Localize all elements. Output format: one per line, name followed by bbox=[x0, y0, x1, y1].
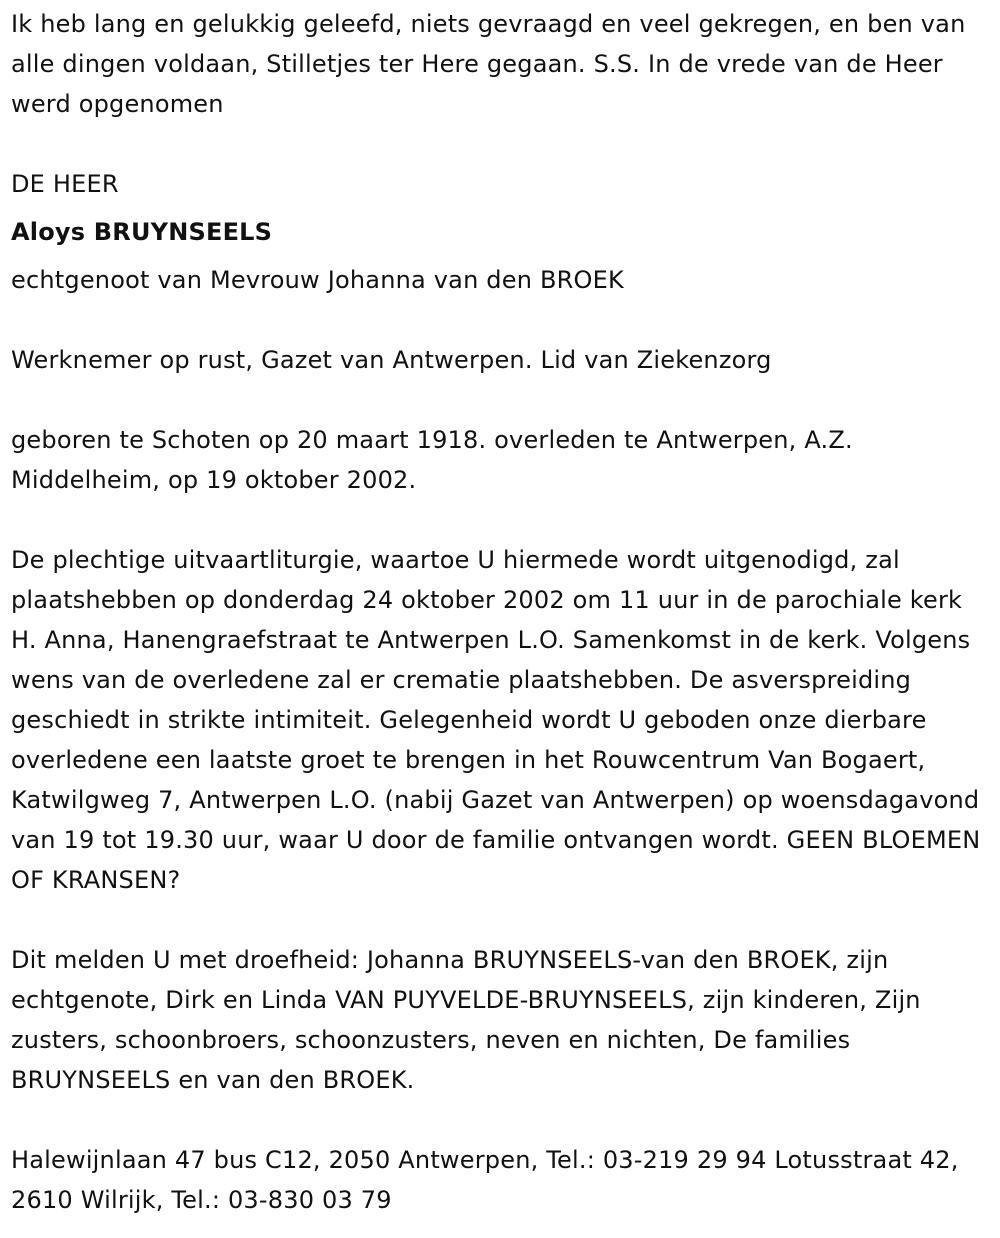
honorific: DE HEER bbox=[11, 170, 119, 198]
spacer bbox=[11, 500, 991, 540]
spacer bbox=[11, 380, 991, 420]
spacer bbox=[11, 1100, 991, 1140]
obituary-notice bbox=[11, 4, 991, 1220]
addresses-paragraph: Halewijnlaan 47 bus C12, 2050 Antwerpen, Tel.: 03-219 29 94 Lotusstraat 42, 2610 Wilrijk, Tel.: 03-830 03 79 bbox=[11, 1146, 959, 1214]
spacer bbox=[11, 124, 991, 164]
family-paragraph: Dit melden U met droefheid: Johanna BRUYNSEELS-van den BROEK, zijn echtgenote, Dirk en Linda VAN PUYVELDE-BRUYNSEELS, zijn kinderen, Zijn zusters, schoonbroers, schoonzusters, neven en nichten, De families BRUYNSEELS en van den BROEK. bbox=[11, 946, 921, 1094]
ceremony-paragraph: De plechtige uitvaartliturgie, waartoe U hiermede wordt uitgenodigd, zal plaatshebben op donderdag 24 oktober 2002 om 11 uur in de parochiale kerk H. Anna, Hanengraefstraat te Antwerpen L.O. Samenkomst in de kerk. Volgens wens van de overledene zal er crematie plaatshebben. De asverspreiding geschiedt in strikte intimiteit. Gelegenheid wordt U geboden onze dierbare overledene een laatste groet te brengen in het Rouwcentrum Van Bogaert, Katwilgweg 7, Antwerpen L.O. (nabij Gazet van Antwerpen) op woensdagavond van 19 tot 19.30 uur, waar U door de familie ontvangen wordt. GEEN BLOEMEN OF KRANSEN? bbox=[11, 546, 981, 894]
birth-death-paragraph: geboren te Schoten op 20 maart 1918. overleden te Antwerpen, A.Z. Middelheim, op 19 oktober 2002. bbox=[11, 426, 853, 494]
deceased-name: Aloys BRUYNSEELS bbox=[11, 218, 273, 246]
spouse-line: echtgenoot van Mevrouw Johanna van den BROEK bbox=[11, 266, 624, 294]
spacer bbox=[11, 300, 991, 340]
opening-paragraph: Ik heb lang en gelukkig geleefd, niets gevraagd en veel gekregen, en ben van alle dingen voldaan, Stilletjes ter Here gegaan. S.S. In de vrede van de Heer werd opgenomen bbox=[11, 10, 966, 118]
occupation-line: Werknemer op rust, Gazet van Antwerpen. Lid van Ziekenzorg bbox=[11, 346, 772, 374]
spacer bbox=[11, 900, 991, 940]
